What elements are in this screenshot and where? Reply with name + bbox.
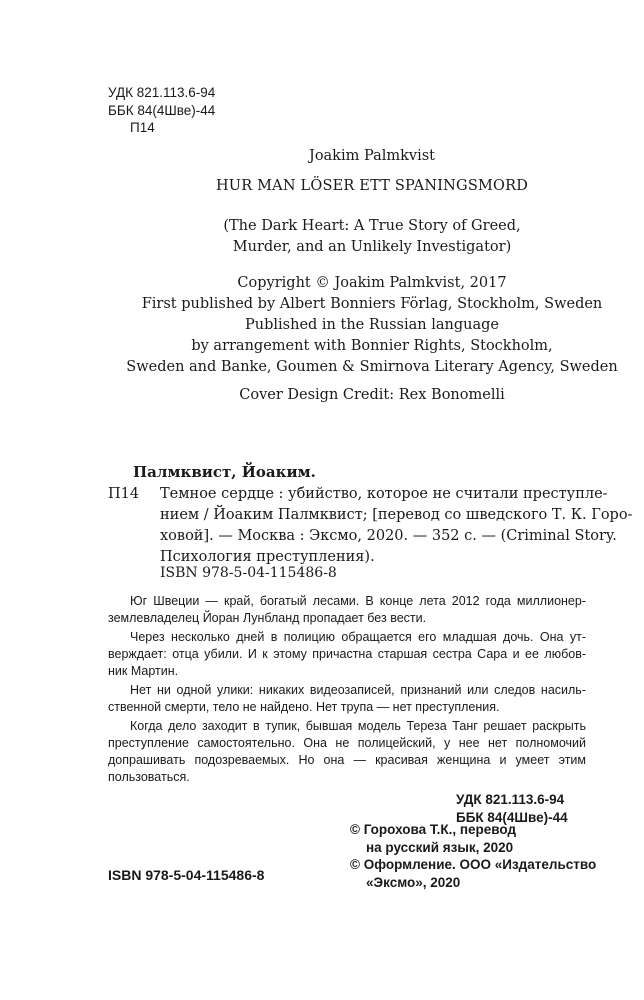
annotation-line: Через несколько дней в полицию обращается его младшая дочь. Она ут- [130,630,586,644]
copyright-line: First published by Albert Bonniers Förlag, Stockholm, Sweden [141,296,603,312]
annotation-line: допрашивать подозреваемых. Но она — красивая женщина и умеет этим [108,753,586,767]
rights-line: на русский язык, 2020 [366,839,514,855]
annotation-paragraph [108,593,586,627]
bibliographic-mark: П14 [108,486,140,502]
udk-code: УДК 821.113.6-94 [108,85,216,100]
annotation-line: ственной смерти, тело не найдено. Нет трупа — нет преступления. [108,700,500,714]
annotation-line: верждает: отца убили. И к этому причастна старшая сестра Сара и ее любов- [108,647,586,661]
original-title: HUR MAN LÖSER ETT SPANINGSMORD [215,178,529,194]
copyright-line: Published in the Russian language [245,317,499,333]
annotation-line: Когда дело заходит в тупик, бывшая модель Тереза Танг решает раскрыть [130,719,586,733]
original-author: Joakim Palmkvist [309,148,435,164]
annotation-paragraph [108,682,586,716]
annotation-line: преступление самостоятельно. Она не полицейский, у нее нет полномочий [108,736,586,750]
copyright-line: Sweden and Banke, Goumen & Smirnova Literary Agency, Sweden [126,359,618,375]
bib-line: Темное сердце : убийство, которое не считали преступле- [160,486,608,502]
bib-line: ховой]. — Москва : Эксмо, 2020. — 352 с. — (Criminal Story. [160,528,617,544]
bib-line: нием / Йоаким Палмквист; [перевод со шведского Т. К. Горо- [160,507,633,523]
copyright-line: Copyright © Joakim Palmkvist, 2017 [237,275,507,291]
annotation-line: землевладелец Йоран Лунбланд пропадает без вести. [108,611,427,625]
annotation-paragraph [108,718,586,786]
annotation-line: ник Мартин. [108,664,179,678]
bibliographic-isbn: ISBN 978-5-04-115486-8 [160,565,337,581]
bbk-code-bottom: ББК 84(4Шве)-44 [456,809,568,825]
footer-isbn: ISBN 978-5-04-115486-8 [108,867,265,883]
classification-codes [108,84,215,137]
bibliographic-author: Палмквист, Йоаким. [133,463,316,481]
annotation-line: Юг Швеции — край, богатый лесами. В конце лета 2012 года миллионер- [130,594,586,608]
bib-line: Психология преступления). [160,549,375,565]
author-mark: П14 [130,120,155,135]
subtitle-line: Murder, and an Unlikely Investigator) [232,239,512,255]
original-subtitle [100,216,644,258]
bibliographic-description [160,484,633,568]
subtitle-line: (The Dark Heart: A True Story of Greed, [223,218,521,234]
rights-line: © Горохова Т.К., перевод [350,822,517,837]
cover-credit: Cover Design Credit: Rex Bonomelli [239,387,505,403]
annotation [108,593,586,788]
annotation-line: пользоваться. [108,770,190,784]
copyright-block [100,273,644,378]
udk-code-bottom: УДК 821.113.6-94 [456,792,565,807]
rights-line: © Оформление. ООО «Издательство [350,857,597,872]
bbk-code: ББК 84(4Шве)-44 [108,102,216,118]
rights-line: «Эксмо», 2020 [366,874,461,890]
rights-notice [350,821,596,891]
annotation-line: Нет ни одной улики: никаких видеозаписей, признаний или следов насиль- [130,683,586,697]
annotation-paragraph [108,629,586,680]
copyright-line: by arrangement with Bonnier Rights, Stockholm, [191,338,553,354]
